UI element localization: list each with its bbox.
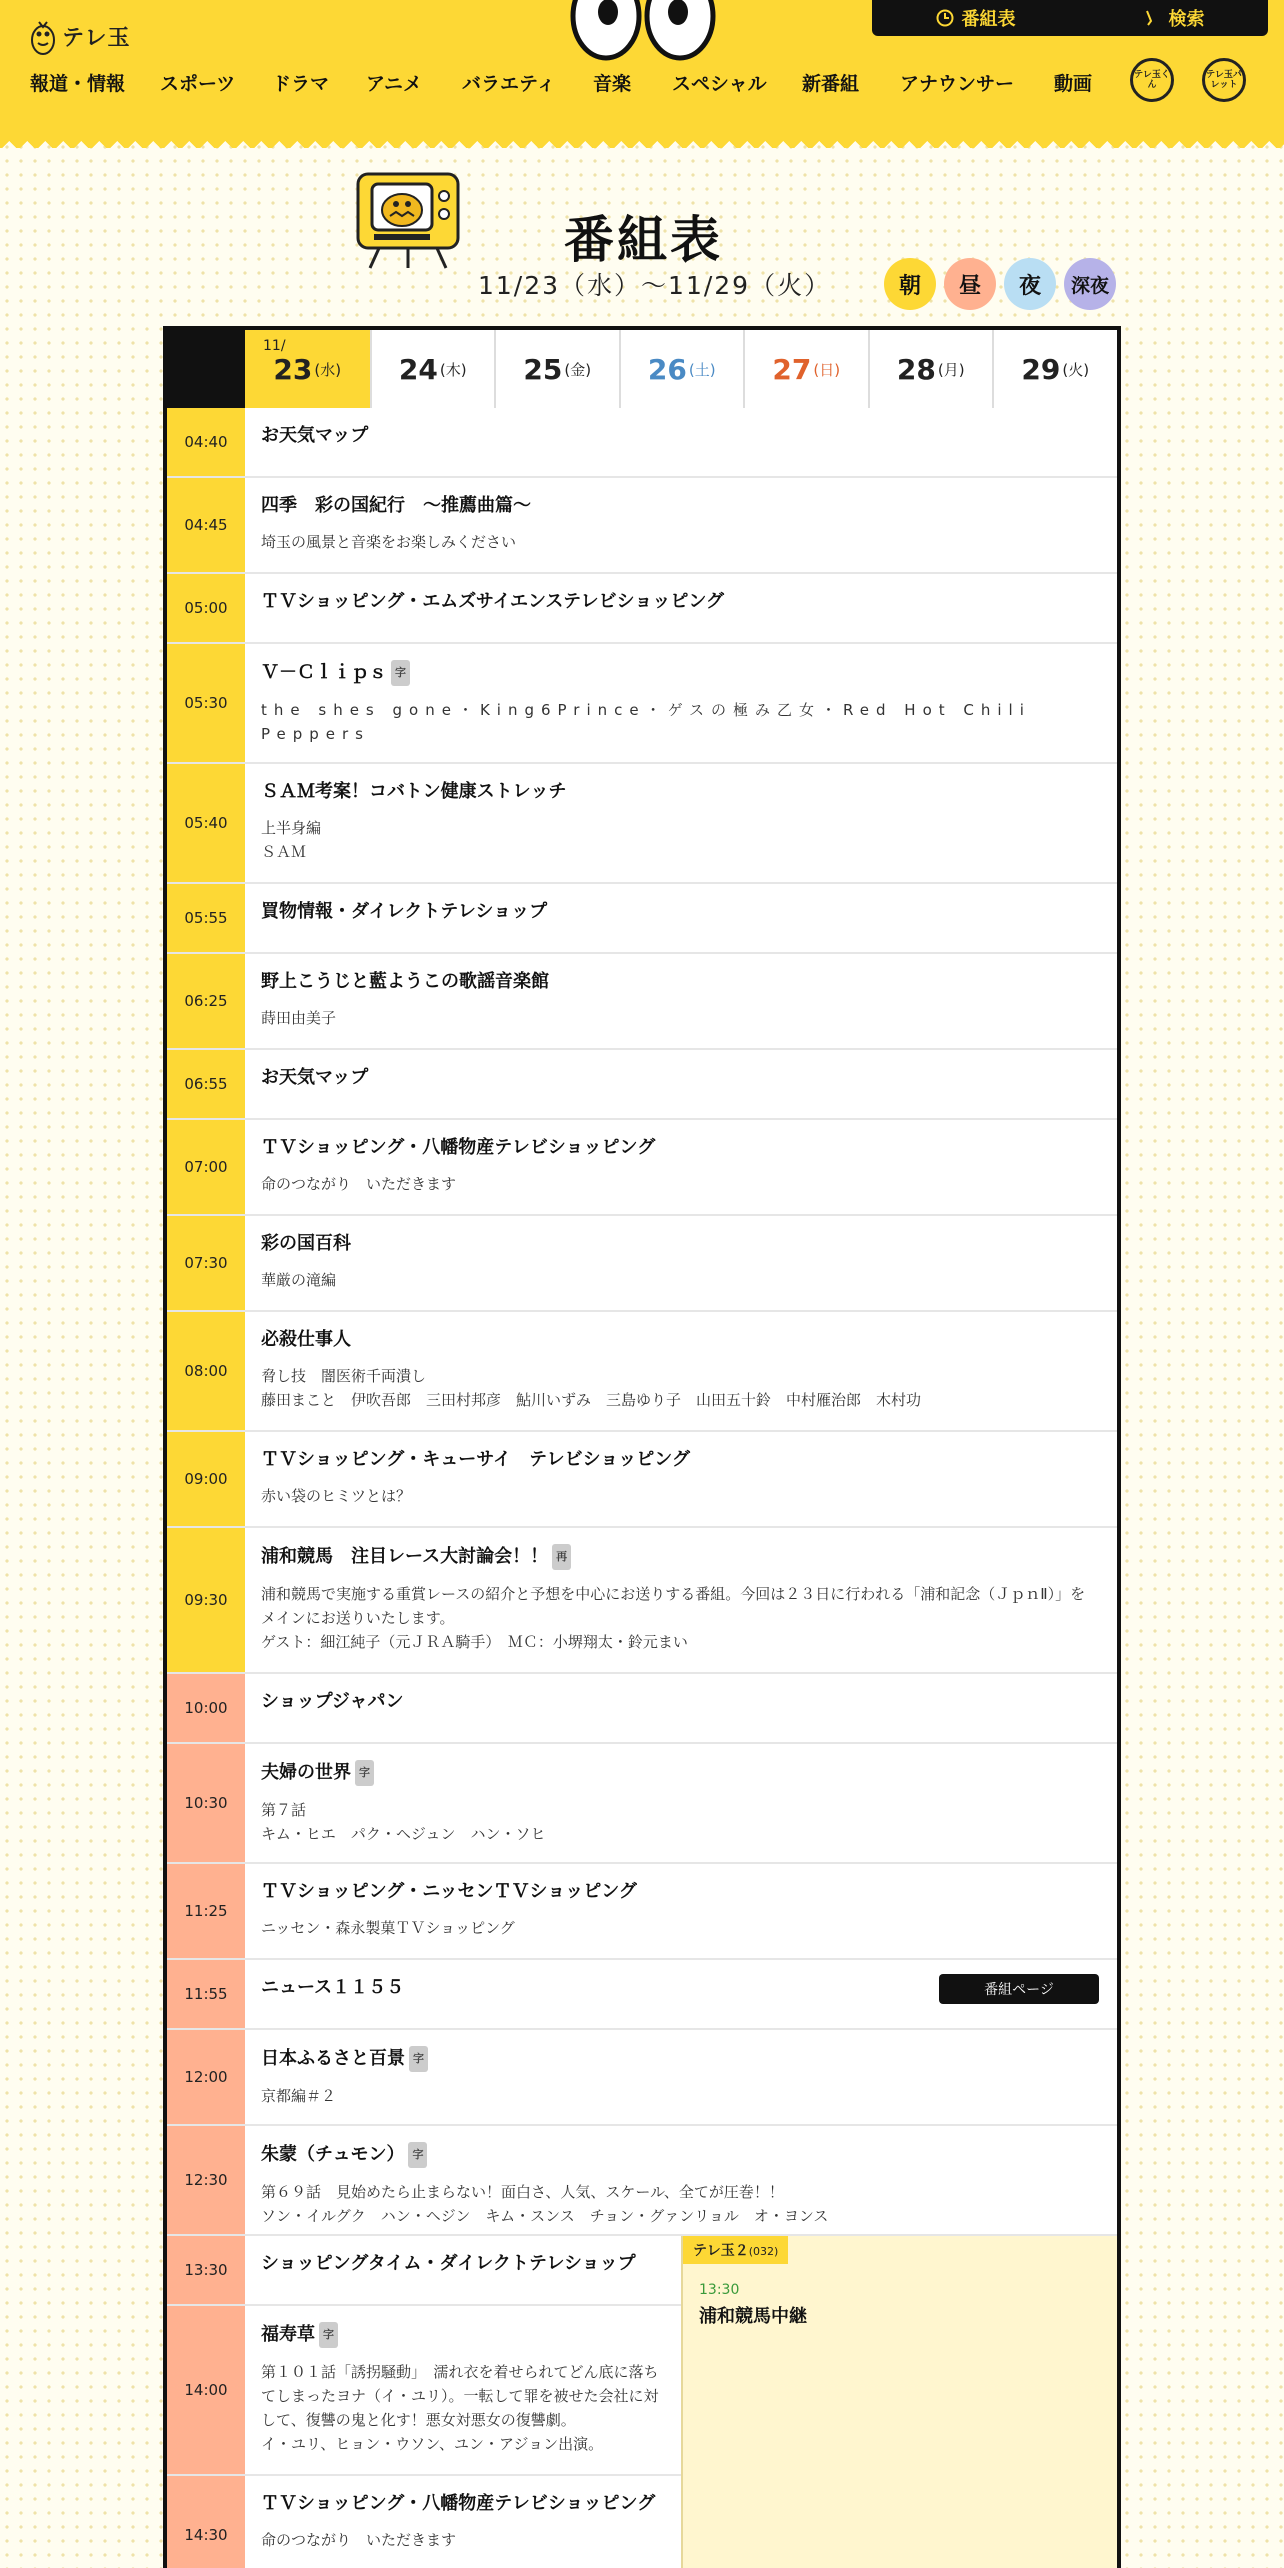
program-time: 09:30: [167, 1528, 245, 1672]
program-time: 10:30: [167, 1744, 245, 1862]
program-time: 11:55: [167, 1960, 245, 2028]
program-title: ＳＡＭ考案！コバトン健康ストレッチ: [261, 781, 567, 802]
program-row[interactable]: [167, 644, 1117, 764]
day-tab-29[interactable]: [992, 330, 1117, 408]
program-time: 07:30: [167, 1216, 245, 1310]
nav-icon-group: [1130, 58, 1246, 102]
program-title: 浦和競馬 注目レース大討論会！！: [261, 1546, 549, 1567]
program-row[interactable]: [167, 408, 1117, 478]
day-weekday: (金): [564, 360, 592, 379]
day-tab-24[interactable]: [370, 330, 495, 408]
program-row[interactable]: [167, 1674, 1117, 1744]
program-time: 07:00: [167, 1120, 245, 1214]
time-latenight-label: 深夜: [1070, 274, 1109, 297]
site-header: [0, 0, 1284, 138]
program-row[interactable]: [167, 1050, 1117, 1120]
day-tabs: [167, 330, 1117, 408]
day-tabs-corner: [167, 330, 245, 408]
program-row[interactable]: [167, 2030, 1117, 2126]
program-time: 06:25: [167, 954, 245, 1048]
day-number: 27: [772, 352, 812, 386]
program-time: 06:55: [167, 1050, 245, 1118]
program-time: 12:30: [167, 2126, 245, 2234]
teletama-mascot-icon: [30, 16, 56, 56]
program-title: 日本ふるさと百景: [261, 2048, 405, 2069]
program-cast: キム・ヒエ パク・ヘジュン ハン・ソヒ: [261, 1825, 546, 1843]
program-cast: ソン・イルグク ハン・ヘジン キム・スンス チョン・グァンリョル オ・ヨンス: [261, 2207, 829, 2225]
logo-text: テレ玉: [62, 25, 131, 51]
time-of-day-selector: [884, 258, 1116, 310]
caption-badge: 字: [319, 2322, 338, 2348]
program-time: 05:55: [167, 884, 245, 952]
time-night-button[interactable]: [1004, 258, 1056, 310]
program-description: 命のつながり いただきます: [261, 2531, 457, 2549]
program-row[interactable]: [167, 1528, 1117, 1674]
day-number: 28: [896, 352, 936, 386]
program-time: 05:00: [167, 574, 245, 642]
teletama2-title: 浦和競馬中継: [699, 2306, 807, 2327]
program-time: 11:25: [167, 1864, 245, 1958]
program-title: ショップジャパン: [261, 1691, 404, 1712]
day-weekday: (月): [937, 360, 965, 379]
day-number: 24: [398, 352, 438, 386]
day-weekday: (木): [439, 360, 467, 379]
date-range: 11/23（水）〜11/29（火）: [478, 271, 832, 300]
nav-sports[interactable]: スポーツ: [160, 72, 236, 95]
program-description: the shes gone・King6Prince・ゲスの極み乙女・Red Hot Chili Peppers: [261, 701, 1031, 743]
program-title: お天気マップ: [261, 425, 369, 446]
day-weekday: (日): [813, 360, 841, 379]
program-description: ニッセン・森永製菓ＴＶショッピング: [261, 1919, 515, 1937]
program-description: 脅し技 闇医術千両潰し: [261, 1367, 427, 1385]
day-weekday: (水): [314, 360, 342, 379]
program-title: 野上こうじと藍ようこの歌謡音楽館: [261, 971, 549, 992]
program-row[interactable]: [167, 2126, 1117, 2236]
program-row[interactable]: [167, 764, 1117, 884]
program-cast: 藤田まこと 伊吹吾郎 三田村邦彦 鮎川いずみ 三島ゆり子 山田五十鈴 中村雁治郎 木村功: [261, 1391, 922, 1409]
nav-variety[interactable]: バラエティ: [462, 72, 556, 95]
program-time: 09:00: [167, 1432, 245, 1526]
program-title: 四季 彩の国紀行 ～推薦曲篇～: [261, 495, 531, 516]
nav-news[interactable]: 報道・情報: [30, 72, 126, 95]
program-title: ＴＶショッピング・ニッセンＴＶショッピング: [261, 1881, 637, 1902]
nav-video[interactable]: 動画: [1054, 72, 1093, 95]
time-daytime-label: 昼: [958, 273, 981, 299]
page-title: 番組表: [564, 211, 723, 269]
program-description: 華厳の滝編: [261, 1271, 337, 1289]
teletama-kun-icon[interactable]: [1130, 58, 1174, 102]
clock-icon: [936, 9, 954, 27]
program-time: 10:00: [167, 1674, 245, 1742]
program-time: 14:30: [167, 2476, 245, 2568]
program-title: 買物情報・ダイレクトテレショップ: [261, 901, 548, 922]
program-time: 12:00: [167, 2030, 245, 2124]
time-daytime-button[interactable]: [944, 258, 996, 310]
program-time: 05:30: [167, 644, 245, 762]
program-time: 04:40: [167, 408, 245, 476]
program-row[interactable]: [167, 574, 1117, 644]
teletama2-channel-tag: [683, 2236, 788, 2264]
program-row[interactable]: [167, 478, 1117, 574]
program-title: Ｖ－Ｃｌｉｐｓ: [261, 662, 387, 683]
schedule-button[interactable]: [936, 5, 1016, 31]
day-number: 29: [1021, 352, 1061, 386]
program-page-button[interactable]: 番組ページ: [939, 1974, 1099, 2004]
rerun-badge: 再: [552, 1544, 571, 1570]
day-weekday: (火): [1062, 360, 1090, 379]
program-title: ＴＶショッピング・八幡物産テレビショッピング: [261, 2493, 656, 2514]
program-title: 福寿草: [261, 2324, 315, 2345]
mascot-eyes-icon: [568, 0, 718, 62]
time-morning-button[interactable]: [884, 258, 936, 310]
nav-special[interactable]: スペシャル: [672, 72, 767, 95]
program-description: 京都編＃２: [261, 2087, 337, 2105]
program-time: 13:30: [167, 2236, 245, 2304]
program-description: 上半身編: [261, 819, 322, 837]
day-tab-28[interactable]: [868, 330, 993, 408]
program-description: 第１０１話「誘拐騒動」 濡れ衣を着せられてどん底に落ちてしまったヨナ（イ・ユリ）。一転して罪を被せた会社に対して、復讐の鬼と化す！悪女対悪女の復讐劇。: [261, 2363, 659, 2429]
teletama2-label: テレ玉２: [693, 2243, 749, 2259]
program-row[interactable]: [167, 1744, 1117, 1864]
program-cast: ゲスト：細江純子（元ＪＲＡ騎手） ＭＣ：小堺翔太・鈴元まい: [261, 1633, 688, 1651]
day-number: 23: [273, 352, 313, 386]
day-tab-26[interactable]: [619, 330, 744, 408]
schedule-table: [163, 326, 1121, 2568]
program-time: 04:45: [167, 478, 245, 572]
program-row[interactable]: [167, 1864, 1117, 1960]
program-description: 浦和競馬で実施する重賞レースの紹介と予想を中心にお送りする番組。今回は２３日に行われる「浦和記念（ＪｐｎⅡ）」をメインにお送りいたします。: [261, 1585, 1086, 1627]
nav-music[interactable]: 音楽: [593, 72, 632, 95]
program-row[interactable]: [167, 1432, 1117, 1528]
top-bar: [872, 0, 1268, 36]
day-tab-23[interactable]: [245, 330, 370, 408]
program-row[interactable]: [167, 2236, 681, 2306]
nav-announcer[interactable]: アナウンサー: [900, 72, 1015, 95]
teletama-palette-icon[interactable]: [1202, 58, 1246, 102]
caption-badge: 字: [391, 660, 410, 686]
schedule-button-label: 番組表: [961, 9, 1016, 30]
program-title: 彩の国百科: [261, 1233, 351, 1254]
program-title: 必殺仕事人: [261, 1329, 351, 1350]
program-row[interactable]: [167, 1960, 1117, 2030]
tv-mascot-icon: [352, 168, 464, 272]
header-zigzag-edge: [0, 134, 1284, 148]
main-nav: [18, 60, 1268, 104]
caption-badge: 字: [408, 2142, 427, 2168]
program-title: お天気マップ: [261, 1067, 369, 1088]
program-cast: ＳＡＭ: [261, 843, 307, 861]
program-title: ＴＶショッピング・キューサイ テレビショッピング: [261, 1449, 690, 1470]
day-number: 25: [523, 352, 563, 386]
search-button-label: 検索: [1168, 9, 1205, 30]
day-month: 11/: [263, 338, 286, 354]
program-time: 05:40: [167, 764, 245, 882]
nav-anime[interactable]: アニメ: [366, 72, 423, 95]
program-description: 第７話: [261, 1801, 307, 1819]
teletama-kun-label: テレ玉くん: [1134, 70, 1170, 90]
teletama-palette-label: テレ玉パレット: [1206, 70, 1242, 90]
program-description: 埼玉の風景と音楽をお楽しみください: [261, 533, 517, 551]
time-morning-label: 朝: [898, 273, 921, 299]
program-description: 命のつながり いただきます: [261, 1175, 457, 1193]
program-time: 14:00: [167, 2306, 245, 2474]
program-row[interactable]: [167, 884, 1117, 954]
day-tab-27[interactable]: [743, 330, 868, 408]
program-row[interactable]: [167, 1120, 1117, 1216]
program-row[interactable]: [167, 1312, 1117, 1432]
day-tab-25[interactable]: [494, 330, 619, 408]
program-title: 夫婦の世界: [261, 1762, 351, 1783]
day-number: 26: [647, 352, 687, 386]
nav-drama[interactable]: ドラマ: [272, 72, 330, 95]
day-weekday: (土): [688, 360, 716, 379]
program-cast: イ・ユリ、ヒョン・ウソン、ユン・アジョン出演。: [261, 2435, 604, 2453]
teletama2-time: 13:30: [699, 2282, 740, 2298]
program-title: ＴＶショッピング・エムズサイエンステレビショッピング: [261, 591, 724, 612]
teletama2-program[interactable]: [681, 2236, 1117, 2568]
program-row[interactable]: [167, 1216, 1117, 1312]
program-time: 08:00: [167, 1312, 245, 1430]
time-night-label: 夜: [1018, 273, 1041, 299]
teletama2-channel-number: (032): [748, 2245, 779, 2258]
nav-new-programs[interactable]: 新番組: [802, 72, 860, 95]
caption-badge: 字: [355, 1760, 374, 1786]
site-logo[interactable]: [30, 14, 131, 58]
program-title: ニュース１１５５: [261, 1977, 405, 1998]
search-icon: [1143, 9, 1161, 27]
program-description: 第６９話 見始めたら止まらない！面白さ、人気、スケール、全てが圧巻！！: [261, 2183, 784, 2201]
program-description: 蒔田由美子: [261, 1009, 337, 1027]
search-button[interactable]: [1143, 5, 1205, 31]
time-latenight-button[interactable]: [1064, 258, 1116, 310]
program-title: 朱蒙（チュモン）: [261, 2144, 405, 2165]
program-description: 赤い袋のヒミツとは？: [261, 1487, 412, 1505]
program-title: ショッピングタイム・ダイレクトテレショップ: [261, 2253, 636, 2274]
program-row[interactable]: [167, 954, 1117, 1050]
program-row[interactable]: [167, 2476, 681, 2568]
program-row[interactable]: [167, 2306, 681, 2476]
program-title: ＴＶショッピング・八幡物産テレビショッピング: [261, 1137, 656, 1158]
caption-badge: 字: [409, 2046, 428, 2072]
